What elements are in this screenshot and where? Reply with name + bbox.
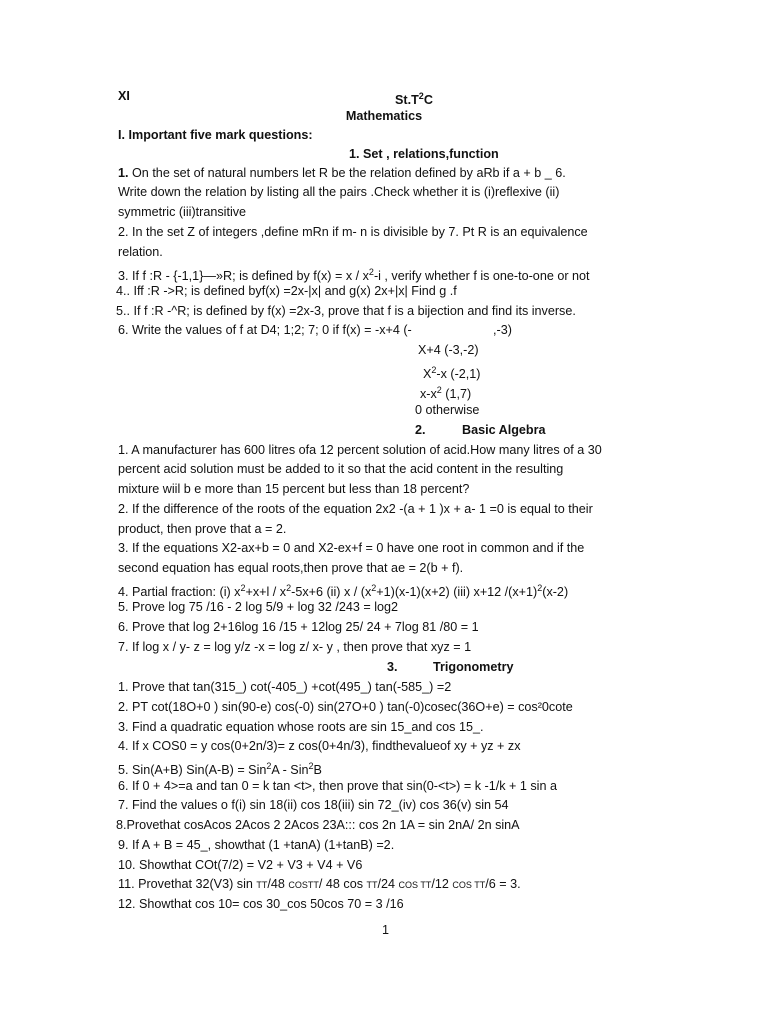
question-line: ,-3) [493, 323, 512, 337]
question: 1. A manufacturer has 600 litres ofa 12 percent solution of acid.How many litres of a 30 [118, 443, 602, 457]
school-label: $St.T^2C$ [395, 91, 433, 108]
piecewise-line: 0 otherwise [415, 403, 480, 417]
question: 12. Showthat cos 10= cos 30_cos 50cos 70 = 3 /16 [118, 897, 404, 911]
question: 6. Write the values of f at D4; 1;2; 7; 0 if f(x) = -x+4 (- [118, 323, 412, 337]
question: 3. If the equations X2-ax+b = 0 and X2-ex+f = 0 have one root in common and if the [118, 541, 585, 555]
class-label: XI [118, 89, 130, 103]
question: 3. Find a quadratic equation whose roots are sin 15_and cos 15_. [118, 720, 484, 734]
question-line: Write down the relation by listing all the pairs .Check whether it is (i)reflexive (ii) [118, 185, 560, 199]
question-line: mixture wiil b e more than 15 percent but less than 18 percent? [118, 482, 470, 496]
question-line: product, then prove that a = 2. [118, 522, 287, 536]
section-number: 2. [415, 423, 426, 437]
piecewise-line: $X^2-x$ (-2,1) [423, 365, 481, 382]
subject-title: Mathematics [345, 109, 423, 123]
piecewise-line: X+4 (-3,-2) [418, 343, 479, 357]
question: 7. Find the values o f(i) sin 18(ii) cos 18(iii) sin 72_(iv) cos 36(v) sin 54 [118, 798, 509, 812]
question-line: percent acid solution must be added to it so that the acid content in the resulting [118, 462, 564, 476]
question: 6. If 0 + 4>=a and tan 0 = k tan <t>, then prove that sin(0-<t>) = k -1/k + 1 sin a [118, 779, 557, 793]
question: 1. On the set of natural numbers let R be the relation defined by aRb if a + b _ 6. [118, 166, 566, 180]
question-line: second equation has equal roots,then prove that ae = 2(b + f). [118, 561, 464, 575]
question: 4. If x COS0 = y cos(0+2n/3)= z cos(0+4n/3), findthevalueof xy + yz + zx [118, 739, 521, 753]
question: 6. Prove that log 2+16log 16 /15 + 12log 25/ 24 + 7log 81 /80 = 1 [118, 620, 479, 634]
question: 8.Provethat cosAcos 2Acos 2 2Acos 23A::: cos 2n 1A = sin 2nA/ 2n sinA [116, 818, 520, 832]
question: 11. Provethat 32(V3) sin TT/48 COSTT/ 48 cos TT/24 COS TT/12 COS TT/6 = 3. [118, 877, 521, 891]
section-number: 3. [387, 660, 398, 674]
page-number: 1 [382, 923, 390, 937]
question: 2. In the set Z of integers ,define mRn if m- n is divisible by 7. Pt R is an equivalence [118, 225, 588, 239]
question: 5. Sin(A+B) Sin(A-B) = Sin$^2$A - Sin$^2$B [118, 761, 322, 778]
question: 4. Partial fraction: (i) $x^2+x+l / x^2-5x+6$ (ii) $x / (x^2+1)(x-1)(x+2)$ (iii) x+12 $/(x+1)^2(x-2)$ [118, 583, 569, 600]
part-heading: I. Important five mark questions: [118, 128, 313, 142]
question-line: symmetric (iii)transitive [118, 205, 247, 219]
question: 2. If the difference of the roots of the equation 2x2 -(a + 1 )x + a- 1 =0 is equal to their [118, 502, 593, 516]
question: 9. If A + B = 45_, showthat (1 +tanA) (1+tanB) =2. [118, 838, 395, 852]
piecewise-line: $x-x^2$ (1,7) [420, 385, 472, 402]
question-line: relation. [118, 245, 163, 259]
question: 3. If f :R - {-1,1}—»R; is defined by $f(x) = x / x^2-i$ , verify whether f is one-to-one or not [118, 267, 590, 284]
question: 10. Showthat COt(7/2) = V2 + V3 + V4 + V6 [118, 858, 363, 872]
question: 7. If log x / y- z = log y/z -x = log z/ x- y , then prove that xyz = 1 [118, 640, 472, 654]
question: 5.. If f :R -^R; is defined by f(x) =2x-3, prove that f is a bijection and find its inverse. [116, 304, 576, 318]
question: 2. PT cot(18O+0 ) sin(90-e) cos(-0) sin(27O+0 ) tan(-0)cosec(36O+e) = cos²0cote [118, 700, 573, 714]
section-heading-sets: 1. Set , relations,function [349, 147, 499, 161]
question: 5. Prove log 75 /16 - 2 log 5/9 + log 32 /243 = log2 [118, 600, 399, 614]
section-heading-algebra: Basic Algebra [462, 423, 546, 437]
question: 4.. Iff :R ->R; is defined byf(x) =2x-|x| and g(x) 2x+|x| Find g .f [116, 284, 457, 298]
section-heading-trigonometry: Trigonometry [433, 660, 514, 674]
question: 1. Prove that tan(315_) cot(-405_) +cot(495_) tan(-585_) =2 [118, 680, 452, 694]
